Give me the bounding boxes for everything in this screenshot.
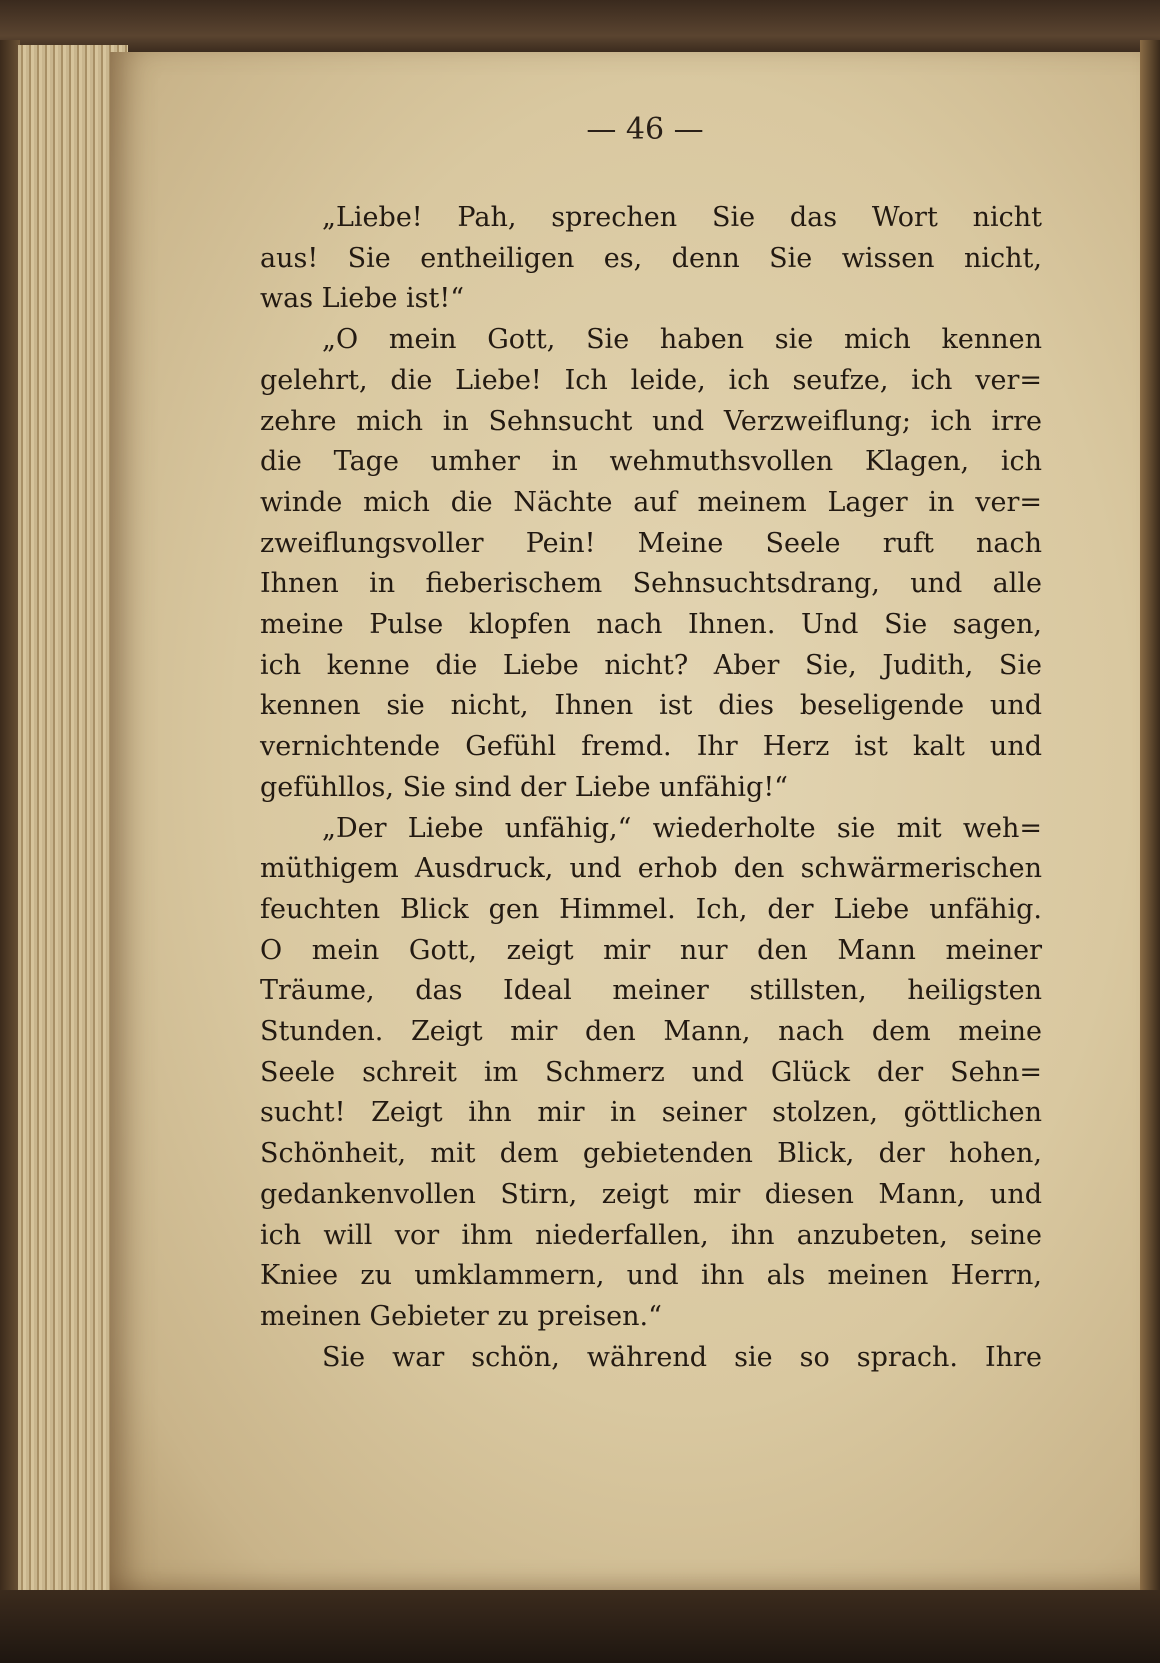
text-line: kennen sie nicht, Ihnen ist dies beseligende und [260, 690, 1042, 722]
text-line: Seele schreit im Schmerz und Glück der Sehn= [260, 1056, 1042, 1088]
text-line: ich will vor ihm niederfallen, ihn anzubeten, seine [260, 1219, 1042, 1251]
text-line: sucht! Zeigt ihn mir in seiner stolzen, göttlichen [260, 1097, 1042, 1129]
text-line: Stunden. Zeigt mir den Mann, nach dem meine [260, 1016, 1042, 1048]
text-line: was Liebe ist!“ [260, 283, 465, 315]
text-line: die Tage umher in wehmuthsvollen Klagen, ich [260, 446, 1042, 478]
text-line: Ihnen in fieberischem Sehnsuchtsdrang, und alle [260, 568, 1042, 600]
book-spine-left [0, 40, 20, 1600]
text-line: aus! Sie entheiligen es, denn Sie wissen nicht, [260, 242, 1042, 274]
text-line: vernichtende Gefühl fremd. Ihr Herz ist kalt und [260, 731, 1042, 763]
text-line: müthigem Ausdruck, und erhob den schwärmerischen [260, 853, 1042, 885]
text-line: zehre mich in Sehnsucht und Verzweiflung; ich irre [260, 405, 1042, 437]
text-line: gelehrt, die Liebe! Ich leide, ich seufze, ich ver= [260, 364, 1042, 396]
text-line: gedankenvollen Stirn, zeigt mir diesen Mann, und [260, 1178, 1042, 1210]
text-line: Kniee zu umklammern, und ihn als meinen Herrn, [260, 1260, 1042, 1292]
text-line: Träume, das Ideal meiner stillsten, heiligsten [260, 975, 1042, 1007]
text-line: meine Pulse klopfen nach Ihnen. Und Sie sagen, [260, 609, 1042, 641]
book-cover-top [0, 0, 1160, 60]
text-line: „Der Liebe unfähig,“ wiederholte sie mit weh= [322, 812, 1042, 844]
text-line: Schönheit, mit dem gebietenden Blick, der hohen, [260, 1138, 1042, 1170]
text-line: O mein Gott, zeigt mir nur den Mann meiner [260, 934, 1042, 966]
text-line: feuchten Blick gen Himmel. Ich, der Liebe unfähig. [260, 893, 1042, 925]
body-text [260, 198, 1042, 1378]
text-line: gefühllos, Sie sind der Liebe unfähig!“ [260, 771, 788, 803]
book-cover-right [1140, 40, 1160, 1600]
text-line: ich kenne die Liebe nicht? Aber Sie, Judith, Sie [260, 649, 1042, 681]
text-line: zweiflungsvoller Pein! Meine Seele ruft nach [260, 527, 1042, 559]
text-line: Sie war schön, während sie so sprach. Ihre [322, 1341, 1042, 1373]
text-line: meinen Gebieter zu preisen.“ [260, 1300, 662, 1332]
text-line: winde mich die Nächte auf meinem Lager in ver= [260, 486, 1042, 518]
page-number: — 46 — [586, 112, 704, 147]
text-line: „O mein Gott, Sie haben sie mich kennen [322, 324, 1042, 356]
book-cover-bottom [0, 1590, 1160, 1663]
text-line: „Liebe! Pah, sprechen Sie das Wort nicht [322, 202, 1042, 233]
